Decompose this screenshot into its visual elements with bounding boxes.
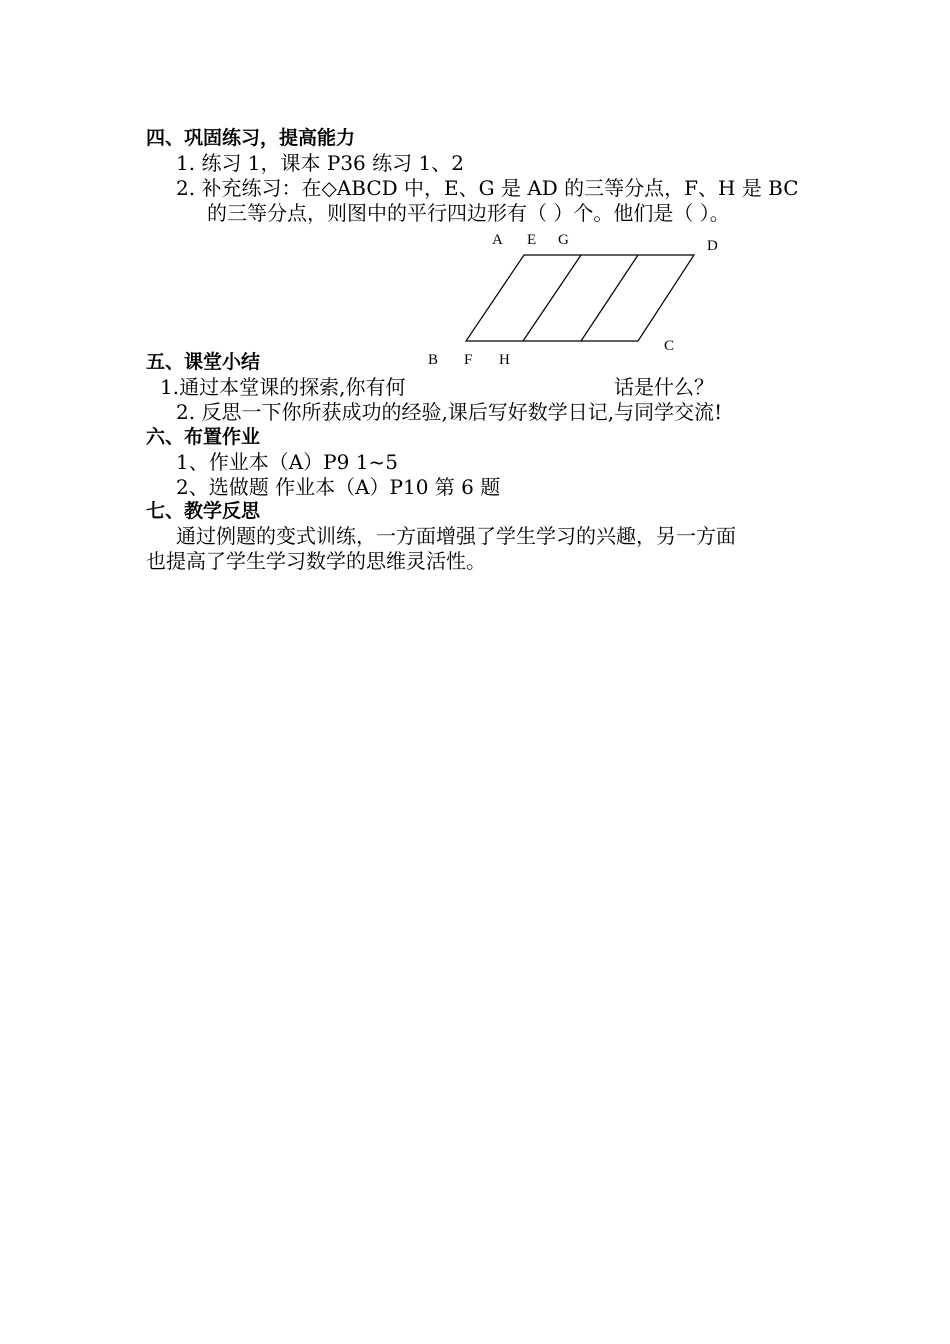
- summary-item-1-part-a: 1.通过本堂课的探索,你有何: [160, 375, 406, 399]
- section-4-title: 四、巩固练习，提高能力: [146, 127, 356, 149]
- point-label-b: B: [428, 352, 439, 368]
- section-5-title: 五、课堂小结: [146, 351, 261, 373]
- homework-item-1: 1、作业本（A）P9 1~5: [176, 450, 398, 474]
- point-label-e: E: [527, 232, 537, 248]
- point-label-f: F: [464, 352, 473, 368]
- exercise-item-2-line-2: 的三等分点，则图中的平行四边形有（ ）个。他们是（ ）。: [207, 201, 730, 225]
- reflection-line-1: 通过例题的变式训练，一方面增强了学生学习的兴趣，另一方面: [176, 524, 736, 548]
- section-6-title: 六、布置作业: [146, 426, 261, 448]
- point-label-g: G: [558, 232, 569, 248]
- reflection-line-2: 也提高了学生学习数学的思维灵活性。: [146, 549, 486, 573]
- homework-item-2: 2、选做题 作业本（A）P10 第 6 题: [176, 475, 501, 499]
- exercise-item-2-line-1: 2. 补充练习：在◇ABCD 中，E、G 是 AD 的三等分点，F、H 是 BC: [176, 176, 799, 200]
- exercise-item-1: 1. 练习 1，课本 P36 练习 1、2: [176, 151, 464, 175]
- parallelogram-outline: [466, 255, 694, 341]
- segment-EF: [523, 255, 581, 341]
- segment-GH: [581, 255, 638, 341]
- point-label-c: C: [664, 338, 675, 354]
- section-7-title: 七、教学反思: [146, 500, 261, 522]
- point-label-h: H: [499, 352, 510, 368]
- parallelogram-figure: [0, 0, 950, 420]
- summary-item-1-part-b: 话是什么？: [614, 375, 714, 399]
- point-label-d: D: [707, 238, 718, 254]
- point-label-a: A: [492, 232, 503, 248]
- summary-item-2: 2. 反思一下你所获成功的经验,课后写好数学日记,与同学交流!: [176, 400, 723, 424]
